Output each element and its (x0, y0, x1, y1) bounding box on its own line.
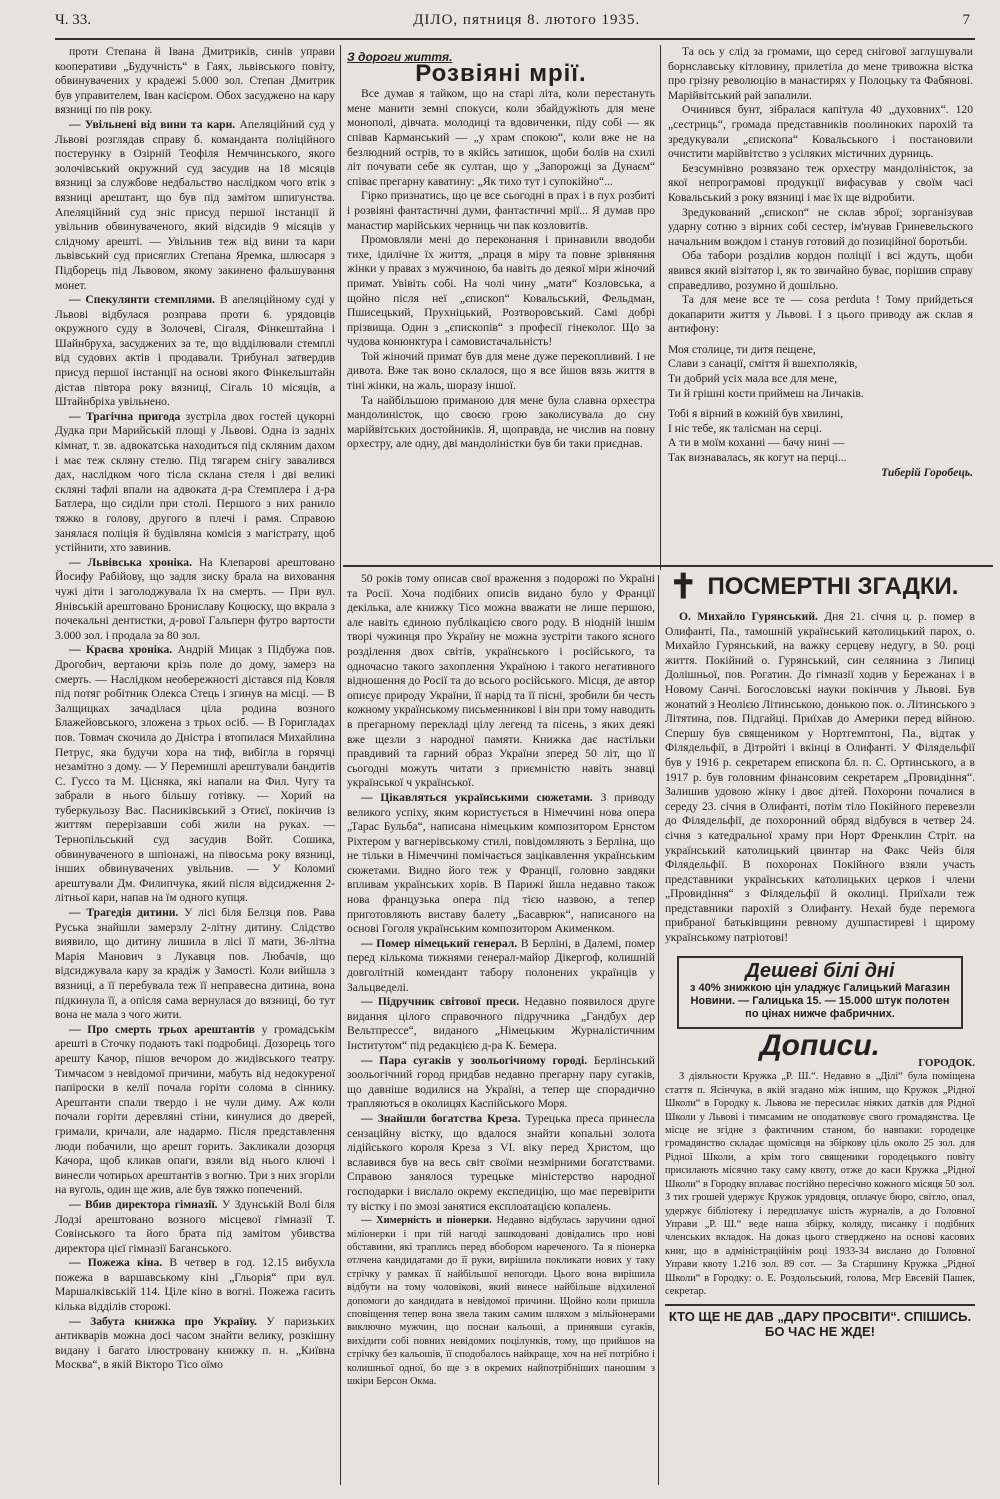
article-text: Гірко признатись, що це все сьогодні в прах і в пух розбиті і розвіяні фантастичні думи, фантастичні мрії... Я думав про манастир марійських черниць чи пак козловитів. (347, 189, 655, 232)
article-text: У паризьких антикварів можна досі часом знайти велику, розкішну видану і багато ілюстровану книжку п. н. „Київна Москва“, в якій Вікторо Тісо оїмо (55, 1314, 335, 1372)
headline: — Спекулянти стемплями. (69, 293, 216, 307)
headline: — Львівська хроніка. (69, 555, 192, 569)
section-title-text: ПОСМЕРТНІ ЗГАДКИ. (707, 572, 959, 600)
poem-line: І ніс тебе, як талісман на серці. (668, 421, 822, 435)
headline: — Знайшли богатства Креза. (361, 1111, 521, 1125)
article-text: проти Степана й Івана Дмитриків, синів управи кооперативи „Будучність“ в Гаях, львівського повіту, обвинувачених у крадежі 5.000 зол. Степан Дмитрик був управителем, Іван касієром. Обох засуджено на кару вязниці по пів року. (55, 45, 335, 117)
headline: — Трагічна пригода (69, 409, 181, 423)
article-text: Берлінський зоольогічний город придбав недавно прегарну пару сугаків, що давніше водилися на Україні, а тепер ще спорадично трапляються в околицях Каспійського Моря. (347, 1053, 655, 1111)
headline: — Трагедія дитини. (69, 906, 179, 920)
poem-line: Слави з санації, сміття й вшехполяків, (668, 357, 858, 371)
article-text: 50 років тому описав свої враження з подорожі по Україні та Росії. Хоча подібних описів видано було у Франції декілька, але книжку Тісо можна вважати не лише першою, але навіть єдиною публікацією свого роду. В ніодній іншім творі чужинця про Україну не можна зустріти такого ясного розділення двох світів, українського і російського, та одночасно такого захоплення Україною і такого негативного відношення до Росії та до всього російського. Місця, де автор описує природу України, її нарід та її пісні, зробили би честь кожному українському письменникові і він при тому наводить в прегарному перекладі цілу легенд та пісень, з яких деякі вже щезли з народної памяти. Книжка дає настільки правдивий та гарний образ України зперед 50 літ, що її сьогодні можуть читати з приємністю навіть знавці української ч української. (347, 572, 655, 790)
section-kicker: З дороги життя. (347, 50, 453, 64)
poem-line: Тобі я вірний в кожній був хвилині, (668, 407, 844, 421)
article-text: Очинився бунт, зібралася капітула 40 „духовних“. 120 „сестриць“, громада представників поолиноких парохій та зредукували „єпископа“ Ковальського і постановили очистити марійвітство з усіляких містичних дурниць. (668, 103, 973, 161)
poem-line: А ти в моїм коханні — бачу нині — (668, 436, 845, 450)
column-divider-1 (340, 45, 341, 1485)
poem-line: Так визнавалась, як когут на перці... (668, 451, 847, 465)
article-text: В Берліні, в Далемі, помер перед кількома тижнями генерал-майор Дікергоф, колишній довголітній комендант табору полонених українців у Зальцведелі. (347, 936, 655, 994)
obituary-name: О. Михайло Гурянський. (679, 610, 818, 623)
headline: — Химерність и піонерки. (361, 1215, 492, 1227)
obituary-text: Дня 21. січня ц. р. помер в Олифанті, Па., тамошній український католицький парох, о. Михайло Гурянський, на важку серцеву недугу, в 50. році життя. Покійний о. Гурянський, син селянина з Липиці Долішньої, пов. Рогатин. До гімназії ходив у Бережанах і в Новому Санчі. Богословські науки покінчив у Львові. Був жонатий з Неолією Літинською, донькою пок. о. Літинського з Літятина, пов. Підгайці. Приїхав до Америки перед війною. Спершу був священиком у Нортгемптоні, Па., відтак у Філядельфії, в Дітройті і вкінці в Олифанті. У Філядельфії був у 1916 р. секретарем епископа бл. п. С. Ортинського, а в 1917 р. був головним фінансовим секретарем „Провидіння“. Залишив удовою жінку і двоє дітей. Похорони почалися в середу 23. січня в Олифанті, потім тіло Покійного перевезли до Філядельфії, де похоронний обряд відбувся в четвер 24. січня з катедральної храму при Норт Френклин Стріт. на український католицький цвинтар на Факс Чейз біля Філядельфії. В похоронах Покійного взяли участь представники українських католицьких церков і члени „Провидіння“ з Філядельфії й околиці. Приїхали теж представники парохій з Олифанту. Нехай буде перемога прибраної батьківщини ревному душпастиреві і щирому українському патріотові! (665, 610, 975, 945)
page-header (55, 4, 970, 36)
article-text: В четвер в год. 12.15 вибухла пожежа в варшавському кіні „Гльорія“ при вул. Маршалківській 114. Ціле кіно в вогні. Пожежа гасить кілька відділів сторожі. (55, 1256, 335, 1314)
article-text: Та для мене все те — cosa perduta ! Тому прийдеться докапарити життя у Львові. І з цього приводу аж склав я антифону: (668, 293, 973, 336)
headline: — Вбив директора гімназії. (69, 1197, 218, 1211)
article-text: у громадськім арешті в Сточку подають такі подробиці. Дозорець того арешту Качор, пішов вечором до жидівського театру. Тимчасом з невідомої причини, мабуть від недокуреної папіроски в келії почала горіти солома в сіннику. Арештанти спали твердо і не чули диму. Аж коли почали горіти деревляні стіни, кинулися до дверей, гримали, кричали, але надармо. Після представлення люди побачили, що арешт горить. Закликали дозорця Качора, щоб кликав опаги, взяли від нього ключі і винесли чотирьох арештантів з вогню. Три з них згоріли на вуголь, один ще жив, але був тяжко попечений. (55, 1022, 335, 1197)
column-2-bottom (347, 572, 655, 1487)
poem-line: Ти й грішні кости приймеш на Личаків. (668, 386, 864, 400)
obituary-section-title (669, 572, 975, 606)
horizontal-divider (343, 565, 993, 567)
article-text: Той жіночий примат був для мене дуже перекопливий. І не дивота. Вже так воно склалося, що я все йшов вязь життя в тіні жінки, на жаль, шоразу іншої. (347, 349, 655, 393)
article-text: Недавно відбулась заручини одної міліонерки і при тій нагоді зашкодовані довідались про нові обставини, які траплись перед вбобором нареченого. Та я піонерка отлчена кандидатами до її руки, вирішила покликати нових у таку стрічку у рамках її найбільшої непогоди. Цього вона вирішила відбути на тому чоловікові, який винесе найбільше відхиленої допомоги до кандидата в невідомої причини. Щойно коли пришла сповіщення тепер вона звела таким самим шляхом з мільйонерами виключно мужчин, що поснаи кальошi, а принявши сугаків, вихідити собі повних невідомих поцілунків, тому, що прийшов на стрічку без кальошів, її сподобалось найкраще, хоч на неї потрібно і колишньої одної, бо ще з в окремих найпотрібніших паношим з шкіри Берсон Окма. (347, 1215, 655, 1387)
orthodox-cross-icon: ✝ (669, 572, 698, 606)
advertisement-text: з 40% знижкою цін уладжує Галицький Магазин Новини. — Галицька 15. — 15.000 штук полотен по цінах нижче фабричних. (689, 982, 951, 1021)
article-text: Андрій Мицак з Підбужа пов. Дрогобич, вертаючи крізь поле до дому, замерз на смерть. — Наслідком необережності дістався під Ковля під потяг робітник Олекса Стець і згинув на місці. — В Залщицках зачаділася ціла родина возного Блажейовського, зложена з трьох осіб. — В Горигладах пов. Товмач скочила до Дністра і втопилася Михайлина Петрус, яка будучи хора на тиф, вибігла в горячці незамітно з дому. — У Перемишлі арештували бандитів С. Гуссо та М. Цісняка, які напали на Фил. Чугу та забрали в нього більшу готівку. — Хорий на туберкульозу Вас. Пасниківський з Отиєї, покінчив із життям перерізавши собі жили на руках. — Тернопільський суд засудив Войт. Сошика, обвинуваченого в шпіонажі, на півосьма року вязниці, інших обвинувачених увільнив. — У Коломиї арештували Дм. Филипчука, який після відсидження 2-літньої кари, напав на їм одного купця. (55, 643, 335, 905)
page-number: 7 (962, 11, 970, 28)
headline: — Пара сугаків у зоольогічному городі. (361, 1053, 588, 1067)
feuilleton-right (668, 45, 973, 560)
article-text: Промовляли мені до переконання і принавили вводоби тихе, ідилічне їх життя, „праця в міру та повне зрівняння жінки у правах з мужчиною, ба навіть до деякої міри жіночий примат. Увівіть собі. На чолі чину „мати“ Козловська, а щойно після неї „єпископ“ Ковальський, Фельдман, Пшисецький, Пруxніцький, Розтворовський. Самі добрі прізвища. Один з „єпископів“ з професії гінеколог. Що за чудова конюнктура і самовистачальність! (347, 233, 655, 349)
article-text: У лісі біля Белзця пов. Рава Руська знайшли замерзлу 2-літну дитину. Слідство виявило, що дитину лишила в лісі її мати, 36-літна Марія Манович з Лукавця пов. Любачів, що відсиджувала кару за крадіж у Замості. Коли вийшла з вязниці, а її перебувала теж її непрaвесна дитина, вона підкинула її, а опісля сама вернулася до вязниці, бо тут вона не мала з чого жити. (55, 906, 335, 1022)
column-divider-2-top (660, 45, 661, 570)
column-divider-2-bottom (658, 575, 659, 1485)
poem-line: Моя столице, ти дитя пещене, (668, 342, 816, 356)
article-text: Все думав я тайком, що на старі літа, коли перестануть мене манити земні спокуси, коли збайдужіють для мене монополі, дівчата. молодиці та вдовиченки, піду собі — як співав Карманський — „у храм спокою“, коли вже не на безлюдний острів, то в якійсь затишок, щоби болів на схилі літ почувати себе як султан, що у „Запорожці за Дунаєм“ співає прегарну каватину: „Як тихо тут і супокійно“... (347, 87, 655, 188)
headline: — Пожежа кіна. (69, 1256, 163, 1270)
feuilleton-left (347, 50, 655, 560)
issue-number: Ч. 33. (55, 11, 91, 28)
article-text: зустріла двох гостей цукорні Дудка при Марийській площі у Львові. Одна із задніх кімнат, т. зв. адвокатська находиться під скляним дахом і має теж скляну стелю. Під тягарем снігу завалився дах, наслідком чого тісла склана стеля і дві великі скляні тафлі впали на адвоката д-ра Стемплера і д-ра Батлера, що сиділи при столі. Першого з них ранило тяжко в голову, другого в плечі і рамя. Справою занялася поліція й будівляна комісія з магістрату, щоб устійнити, хто завинив. (55, 409, 335, 555)
article-text: У Здунській Волі біля Лодзі арештовано возного місцевої гімназії Т. Совінського та його брата під замітом убивства директора цієї гімназії Баганського. (55, 1197, 335, 1255)
headline: — Увільнені від вини та кари. (69, 117, 236, 131)
headline: — Підручник світової преси. (361, 995, 520, 1009)
article-text: Безсумнівно розвязано теж орхестру мандолiністок, за якої непрогрaмові продукції вифасував у своїм часі Ковальський з року вязниці і має їх ще відробити. (668, 161, 973, 204)
headline: — Про смерть трьох арештантів (69, 1022, 255, 1036)
appeal-banner: КТО ЩЕ НЕ ДАВ „ДАРУ ПРОСВІТИ“. СПІШИСЬ. БО ЧАС НЕ ЖДЕ! (665, 1304, 975, 1339)
article-text: Та найбільшою приманою для мене була славна орхестра мандолиністок, що своєю грою заколисувала до сну марійвітських достойників. Я, щоправда, не числив на повну орхестру, але одну, дві мандолiністки був би таки приєднав. (347, 393, 655, 451)
advertisement-box (677, 956, 963, 1030)
article-text: В апеляційному суді у Львові відбулася розправа проти 6. урядовців окружного суду в Золочеві, Сігаля, Фінкештайна і Шайнбруха, засуджених за те, що відділювали стемплі від судових актів і продавали. Трибунал затвердив присуд першої інстанції на основі якого Фінкельштайн дістав півтора року вязниці, Сігаль 10 місяців, а Штайнбрiха увільнено. (55, 293, 335, 409)
correspondence-place: ГОРОДОК. (918, 1056, 975, 1069)
correspondence-title: Дописи. (760, 1029, 880, 1063)
article-text: Зредукований „єпископ“ не склав зброї; зорганізував ударну сотню з вірних собі сестер, ім'нував Гриневельского начальним вождом і станув готовий до позиційної боротьби. (668, 205, 973, 248)
column-3-bottom (665, 572, 975, 1487)
column-1 (55, 45, 335, 1490)
article-text: Оба табори розділив кордон поліції і всі ждуть, щоби явився який візітатор і, як то звичайно буває, порішив справу справедливо, розумно й дошільно. (668, 249, 973, 292)
article-text: Недавно появилося друге видання цілого справочного підручника „Гандбух дер Вельтпрессе“, виданого „Німецьким Журналістичним Інститутом“ під редакцією д-ра К. Бемера. (347, 995, 655, 1052)
article-text: З приводу великого успіху, яким користується в Німеччині нова опера „Тарас Бульба“, написана німецьким композитором Ернстом Ріхтером у вагнерівському стилі, повідомляють з Берліна, що не тільки в Німеччині помічається зацікавлення українським сюжетами. Видно його теж у Франції, головно завдяки впливам українських хорів. В Парижі йшла недавно також нова французька опера під тією назвою, а тепер приготовляють виставу балету „Басаврюк“, написаного на основі Гоголя українським композитором Акименком. (347, 790, 655, 936)
poem-line: Ти добрий усіх мала все для мене, (668, 372, 838, 386)
article-text: Та ось у слід за громами, що серед снігової заглушували борнславську кітловину, прилетіла до мене тривожна вістка про грізну революцію в манастирях у Полоцьку та Фабянові. Марійвітський рай запалили. (668, 45, 973, 102)
advertisement-title: Дешеві білі дні (745, 959, 895, 982)
correspondence-text: З діяльности Кружка „Р. Ш.“. Недавно в „Ділі“ була поміщена стаття п. Ясінчука, в якій згадано між іншим, що Кружок „Рідної Школи“ в Городку к. Львова не пересилає ніяких датків для Рідної Школи у Львові і тимсамим не оподатковує свого громадянства. Це місце не згідне з фактичним станом, бо навпаки: городецке громадянство складає щомісяця на збіркову ціль около 25 зол. для Рідної Школи, а крім того священики городецького повіту присилають місячно таку саму квоту, отже до каси Кружка „Рідної Школи“ в Городку вплаває постійно пересічно кожного місяця 50 зол. З тих грошей удержує Кружок урядовця, оплачує бюро, світло, опал, удержує бібліотеку і передплачує шість журналів, а до Головної Управи „Р. Ш.“ веде наша збірку, коляду, писанку і подібних членських вкладок. На доказ цього стверджено на основі касових книг, що в адміністраційнім році 1933-34 вислано до Головної Управи квоту 1.216 зол. 89 сот. — За Старшину Кружка „Рідної Школи“ в Городку: о. Е. Роздольський, голова, Мгр Евсевій Пашек, секретар. (665, 1071, 975, 1297)
headline: — Цікавляться українськими сюжетами. (361, 790, 593, 804)
masthead: ДІЛО, пятниця 8. лютого 1935. (413, 11, 641, 28)
article-text: Турецька преса принесла сензаційну вістку, що вдалося знайти копальні золота лідійського короля Креза з VI. віку перед Христом, що вславився був на весь світ своїми незмірними богатствами. Справою занялося турецьке міністерство народної господарки і вислало окрему експедицію, що має перевірити ту вістку і по змозі занятися експлоатацією копалень. (347, 1111, 655, 1213)
article-text: На Клепарові арештовано Йосифу Рабійову, що задля зиску брала на виховання чужі діти і заголоджувала їх на смерть. — При вул. Янівській арештовано Брониславу Коцюску, що вкрала з почекальні дентистки, д-рової Гальперн футро вартости 3.000 зол. і продала за 80 зол. (55, 555, 335, 642)
article-text: Апеляційний суд у Львові розглядав справу б. команданта поліційного постерунку в Озірній Теофіля Немчинського, якого золочівський окружний суд засудив на 18 місяців вязниці за службове недбальство наслідком чого втік з вязниці арештант, що був під замітом шпигунства. Апеляційний суд зніс присуд першої інстанції й увільнив обвинуваченого, який відсидів 9 місяців у слідчому арешті. — Увільнив теж від вини та кари львівський суд присяглих Степана Яремка, шлюсаря з Підборець під Львовом, якому закинено фальшування монет. (55, 117, 335, 292)
feuilleton-title: Розвіяні мрії. (415, 59, 587, 87)
headline: — Краєва хроніка. (69, 643, 173, 657)
headline: — Забута книжка про Україну. (69, 1314, 257, 1328)
header-rule (55, 38, 975, 40)
author-signature: Тиберій Горобець. (881, 465, 973, 479)
headline: — Помер німецький генерал. (361, 936, 518, 950)
